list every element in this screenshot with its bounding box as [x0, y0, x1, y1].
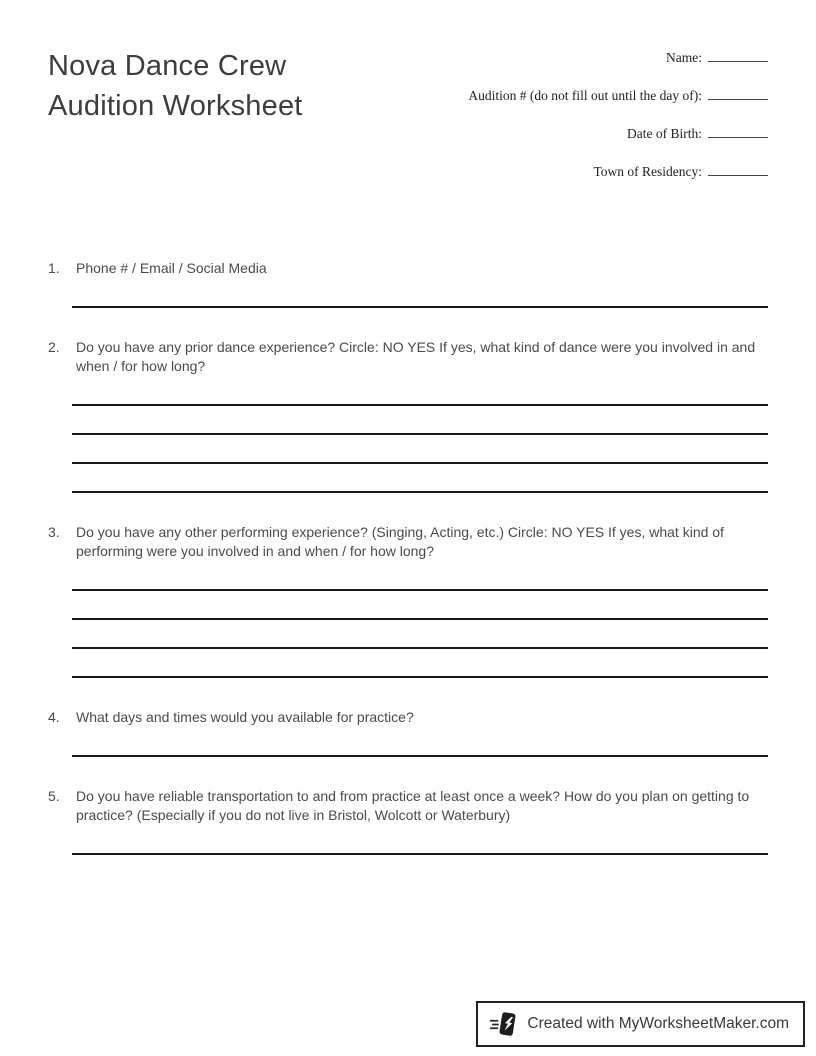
- credit-badge-text: Created with MyWorksheetMaker.com: [527, 1015, 789, 1032]
- answer-line: [72, 647, 768, 649]
- answer-lines: [72, 755, 768, 757]
- answer-line: [72, 306, 768, 308]
- field-row-town-of-residency: [348, 164, 768, 181]
- question-item: [48, 259, 768, 308]
- page-title-line2: Audition Worksheet: [48, 90, 303, 122]
- answer-line: [72, 404, 768, 406]
- audition-number-field-blank: [708, 99, 768, 100]
- field-row-audition-number: [348, 88, 768, 105]
- answer-lines: [72, 306, 768, 308]
- question-item: [48, 708, 768, 757]
- field-row-name: [348, 50, 768, 67]
- answer-lines: [72, 589, 768, 678]
- town-of-residency-field-label: Town of Residency:: [593, 164, 702, 179]
- town-of-residency-field-blank: [708, 175, 768, 176]
- answer-line: [72, 433, 768, 435]
- question-number: 2.: [48, 339, 60, 355]
- date-of-birth-field-blank: [708, 137, 768, 138]
- question-text: Do you have any prior dance experience? Circle: NO YES If yes, what kind of dance were you involved in and when / for how long?: [76, 339, 756, 374]
- answer-lines: [72, 853, 768, 855]
- myworksheetmaker-logo-icon: [489, 1009, 519, 1039]
- question-number: 1.: [48, 260, 60, 276]
- answer-lines: [72, 404, 768, 493]
- question-number: 3.: [48, 524, 60, 540]
- name-field-blank: [708, 61, 768, 62]
- question-number: 5.: [48, 788, 60, 804]
- questions-list: [48, 259, 768, 885]
- question-item: [48, 523, 768, 678]
- question-text: Phone # / Email / Social Media: [76, 260, 267, 276]
- audition-number-field-label: Audition # (do not fill out until the day of):: [468, 88, 702, 103]
- answer-line: [72, 491, 768, 493]
- answer-line: [72, 462, 768, 464]
- name-field-label: Name:: [666, 50, 702, 65]
- credit-badge[interactable]: [476, 1001, 805, 1047]
- answer-line: [72, 618, 768, 620]
- question-row: [48, 523, 768, 561]
- question-row: [48, 787, 768, 825]
- question-item: [48, 787, 768, 855]
- question-row: [48, 259, 768, 278]
- answer-line: [72, 589, 768, 591]
- field-row-date-of-birth: [348, 126, 768, 143]
- question-text: Do you have any other performing experience? (Singing, Acting, etc.) Circle: NO YES If yes, what kind of performing were you involved in and when / for how long?: [76, 524, 724, 559]
- date-of-birth-field-label: Date of Birth:: [627, 126, 702, 141]
- answer-line: [72, 755, 768, 757]
- question-row: [48, 338, 768, 376]
- page-title-line1: Nova Dance Crew: [48, 50, 287, 82]
- question-text: Do you have reliable transportation to and from practice at least once a week? How do you plan on getting to practice? (Especially if you do not live in Bristol, Wolcott or Waterbury): [76, 788, 750, 823]
- question-number: 4.: [48, 709, 60, 725]
- answer-line: [72, 853, 768, 855]
- question-item: [48, 338, 768, 493]
- answer-line: [72, 676, 768, 678]
- question-text: What days and times would you available for practice?: [76, 709, 414, 725]
- header-fields: [348, 50, 768, 202]
- question-row: [48, 708, 768, 727]
